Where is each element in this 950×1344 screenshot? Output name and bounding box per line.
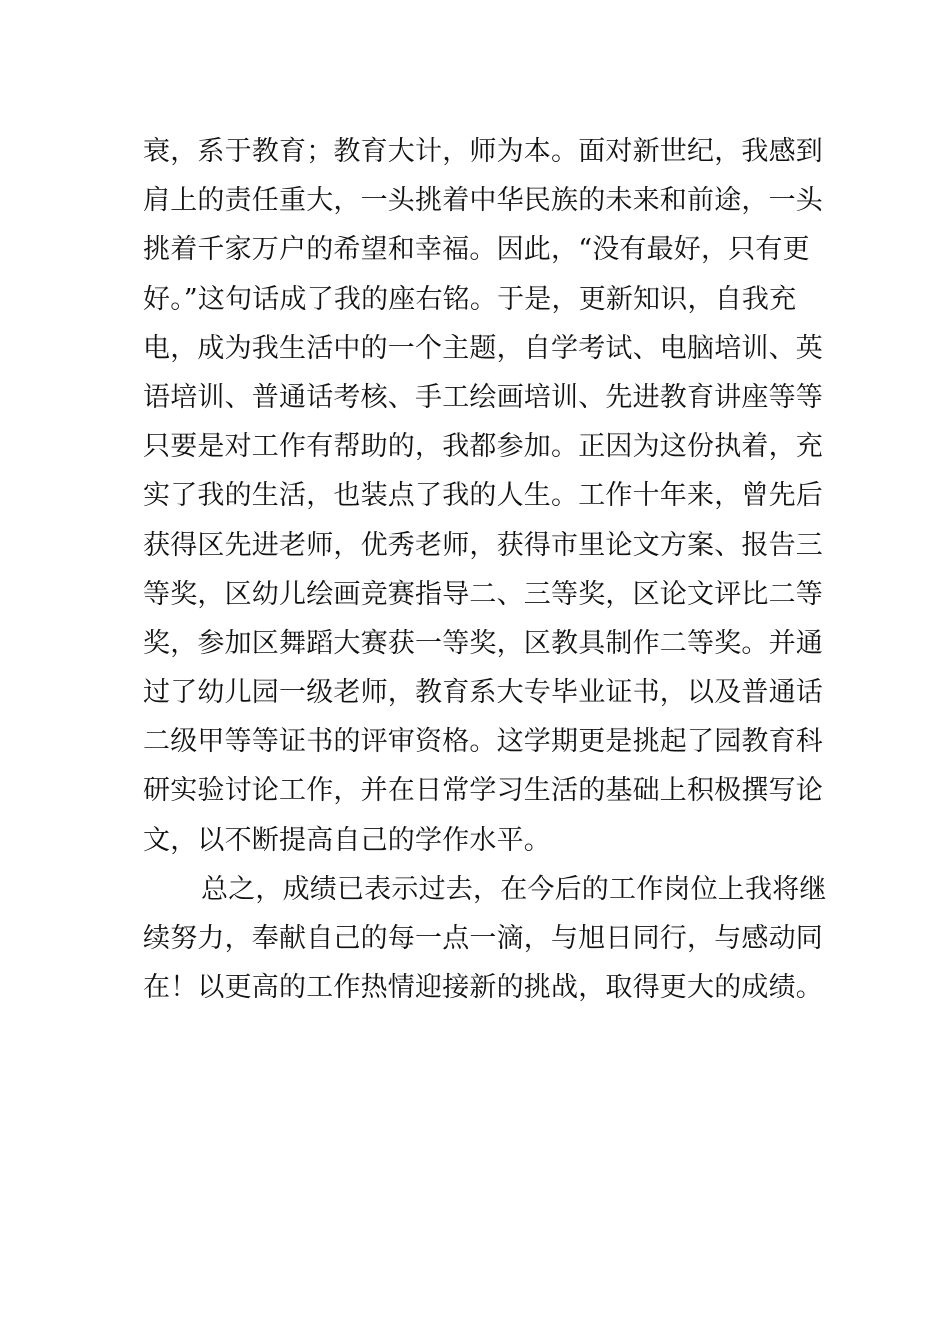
paragraph-1-line: 电，成为我生活中的一个主题，自学考试、电脑培训、英 xyxy=(143,332,823,364)
paragraph-1-line: 二级甲等等证书的评审资格。这学期更是挑起了园教育科 xyxy=(143,726,823,758)
document-body xyxy=(143,127,827,1012)
paragraph-1-line: 肩上的责任重大，一头挑着中华民族的未来和前途，一头 xyxy=(143,185,823,217)
paragraph-1-line: 好。”这句话成了我的座右铭。于是，更新知识，自我充 xyxy=(143,283,797,315)
paragraph-1-line: 实了我的生活，也装点了我的人生。工作十年来，曾先后 xyxy=(143,480,823,512)
paragraph-1-line: 语培训、普通话考核、手工绘画培训、先进教育讲座等等 xyxy=(143,381,823,413)
paragraph-2-line: 续努力，奉献自己的每一点一滴，与旭日同行，与感动同 xyxy=(143,923,823,954)
paragraph-1-line: 文，以不断提高自己的学作水平。 xyxy=(143,824,551,856)
paragraph-1-line: 奖，参加区舞蹈大赛获一等奖，区教具制作二等奖。并通 xyxy=(143,627,823,659)
paragraph-1-line: 获得区先进老师，优秀老师，获得市里论文方案、报告三 xyxy=(143,529,823,561)
paragraph-2-line: 总之，成绩已表示过去，在今后的工作岗位上我将继 xyxy=(201,873,827,905)
paragraph-1-line: 等奖，区幼儿绘画竞赛指导二、三等奖，区论文评比二等 xyxy=(143,578,823,610)
paragraph-1-line: 只要是对工作有帮助的，我都参加。正因为这份执着，充 xyxy=(143,431,823,463)
paragraph-1-line: 挑着千家万户的希望和幸福。因此，“没有最好，只有更 xyxy=(143,234,810,266)
paragraph-1-line: 研实验讨论工作，并在日常学习生活的基础上积极撰写论 xyxy=(143,775,823,807)
paragraph-1-line: 衰，系于教育；教育大计，师为本。面对新世纪，我感到 xyxy=(143,136,823,167)
paragraph-1-line: 过了幼儿园一级老师，教育系大专毕业证书，以及普通话 xyxy=(143,677,823,709)
paragraph-2-line: 在！以更高的工作热情迎接新的挑战，取得更大的成绩。 xyxy=(143,972,823,1004)
